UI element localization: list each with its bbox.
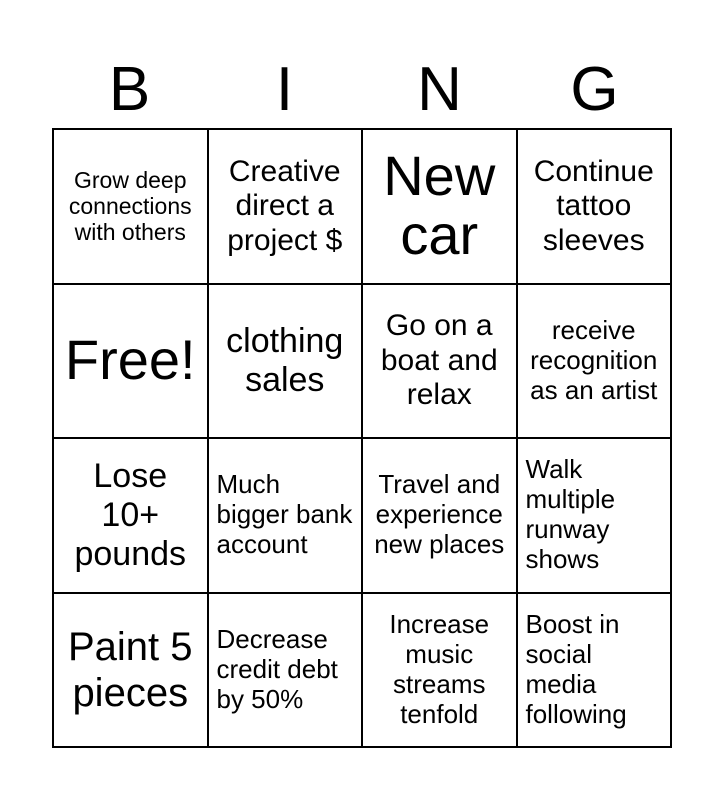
bingo-cell (209, 130, 364, 285)
bingo-grid (52, 128, 672, 748)
cell-text: Free! (64, 328, 196, 392)
cell-text: Travel and experience new places (374, 469, 505, 560)
bingo-cell (363, 594, 518, 749)
cell-text: clothing sales (226, 321, 344, 399)
cell-text: Grow deep connections with others (68, 166, 192, 246)
bingo-cell (363, 285, 518, 440)
cell-text: Continue tattoo sleeves (533, 154, 654, 257)
bingo-cell (54, 130, 209, 285)
header-letter-n: N (417, 55, 462, 124)
cell-text: Walk multiple runway shows (525, 454, 616, 575)
free-space-cell (54, 285, 209, 440)
header-letter-i: I (275, 55, 294, 124)
cell-text: Boost in social media following (525, 608, 627, 729)
bingo-cell (54, 439, 209, 594)
bingo-cell (209, 594, 364, 749)
cell-text: Paint 5 pieces (67, 624, 193, 715)
bingo-cell (518, 130, 673, 285)
bingo-cell (209, 285, 364, 440)
cell-text: Increase music streams tenfold (389, 608, 490, 729)
header-letter-g: G (570, 55, 619, 124)
bingo-cell (54, 594, 209, 749)
cell-text: Much bigger bank account (216, 469, 353, 560)
cell-text: receive recognition as an artist (530, 314, 658, 405)
bingo-cell (518, 594, 673, 749)
cell-text: New car (383, 144, 496, 267)
cell-text: Creative direct a project $ (227, 154, 343, 257)
cell-text: Go on a boat and relax (380, 309, 498, 411)
cell-text: Decrease credit debt by 50% (216, 623, 338, 714)
bingo-cell (363, 130, 518, 285)
cell-text: Lose 10+ pounds (74, 456, 187, 573)
header-letter-b: B (108, 55, 151, 124)
bingo-cell (209, 439, 364, 594)
bingo-cell (518, 439, 673, 594)
bingo-cell (518, 285, 673, 440)
bingo-cell (363, 439, 518, 594)
bingo-header (52, 52, 672, 128)
